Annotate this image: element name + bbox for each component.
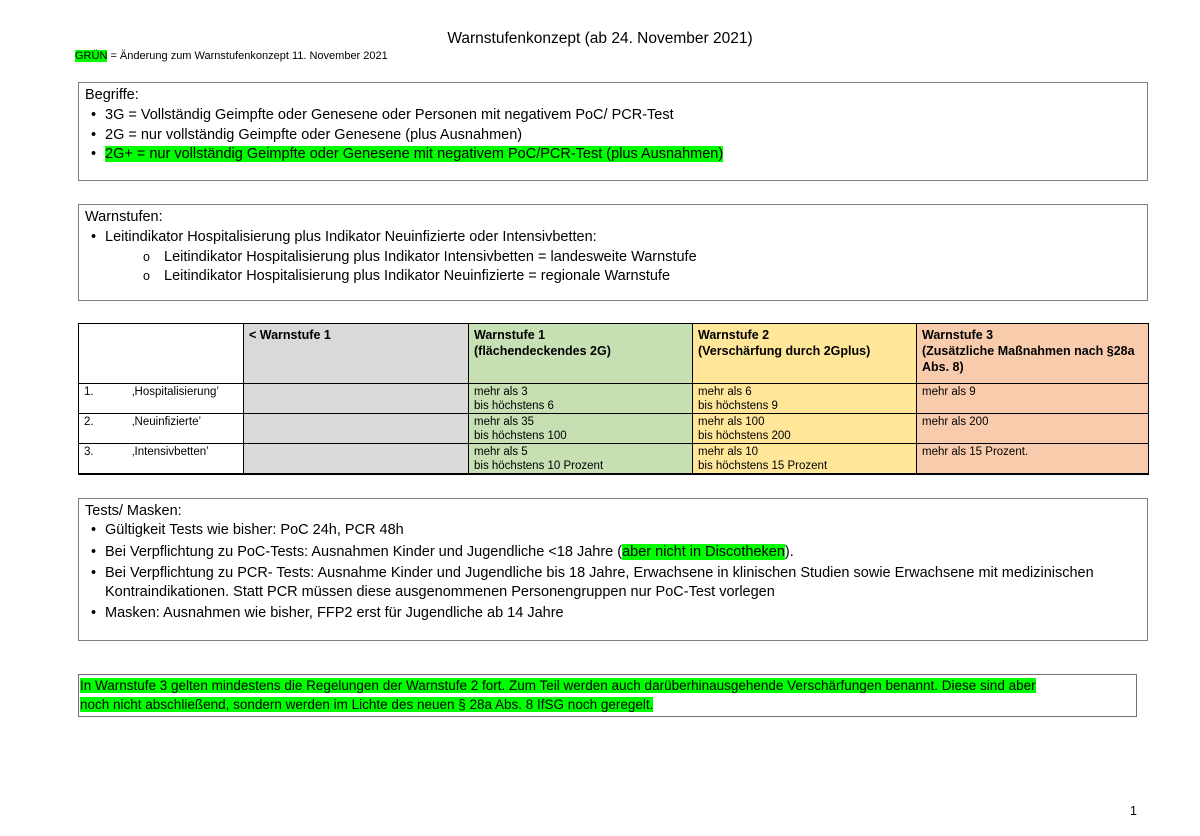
- list-item: [85, 145, 1137, 165]
- warnstufen-section: [78, 204, 1148, 301]
- list-item: [85, 564, 1137, 603]
- value-cell: mehr als 6 bis höchstens 9: [693, 384, 917, 414]
- list-item: [140, 248, 1137, 268]
- header-cell-empty: [79, 324, 244, 384]
- begriffe-item-2gplus: [105, 145, 1137, 165]
- warnstufen-sub-bullet-landesweit: Leitindikator Hospitalisierung plus Indikator Intensivbetten = landesweite Warnstufe: [164, 248, 697, 265]
- value-cell: mehr als 15 Prozent.: [917, 444, 1149, 475]
- table-row-hospitalisierung: [79, 384, 1149, 414]
- bullet-icon: •: [91, 146, 97, 163]
- value-cell: mehr als 3 bis höchstens 6: [469, 384, 693, 414]
- header-cell-below-warnstufe1: < Warnstufe 1: [244, 324, 469, 384]
- row-label-cell: 1. ‚Hospitalisierung’: [79, 384, 244, 414]
- page-title: Warnstufenkonzept (ab 24. November 2021): [447, 30, 753, 47]
- bullet-icon: •: [91, 543, 97, 560]
- list-item: [85, 521, 1137, 540]
- list-item: [85, 126, 1137, 146]
- list-item: [85, 604, 1137, 623]
- bullet-icon: •: [91, 564, 97, 581]
- legend-note: [75, 50, 388, 62]
- value-cell: mehr als 9: [917, 384, 1149, 414]
- empty-cell: [244, 414, 469, 444]
- tests-heading: Tests/ Masken:: [85, 503, 182, 519]
- header-cell-warnstufe1: Warnstufe 1 (flächendeckendes 2G): [469, 324, 693, 384]
- header-cell-warnstufe2: Warnstufe 2 (Verschärfung durch 2Gplus): [693, 324, 917, 384]
- empty-cell: [244, 444, 469, 475]
- warnstufen-table: [78, 323, 1149, 475]
- highlighted-text: 2G+ = nur vollständig Geimpfte oder Genesene mit negativem PoC/PCR-Test (plus Ausnahmen): [105, 146, 724, 163]
- warnstufen-heading: Warnstufen:: [85, 209, 163, 225]
- begriffe-section: [78, 82, 1148, 181]
- highlighted-text: In Warnstufe 3 gelten mindestens die Regelungen der Warnstufe 2 fort. Zum Teil werden auch darüberhinausgehende Verschärfungen benannt. Diese sind aber: [80, 678, 1036, 693]
- notice-line: [80, 695, 1136, 714]
- row-label-cell: 2. ‚Neuinfizierte’: [79, 414, 244, 444]
- begriffe-item-2g: 2G = nur vollständig Geimpfte oder Genesene (plus Ausnahmen): [105, 126, 523, 143]
- value-cell: mehr als 100 bis höchstens 200: [693, 414, 917, 444]
- highlighted-text: noch nicht abschließend, sondern werden im Lichte des neuen § 28a Abs. 8 IfSG noch geregelt.: [80, 697, 654, 712]
- tests-item-masken: Masken: Ausnahmen wie bisher, FFP2 erst für Jugendliche ab 14 Jahre: [105, 605, 564, 622]
- legend-highlight: GRÜN: [75, 50, 108, 62]
- circle-bullet-icon: o: [143, 249, 150, 264]
- bullet-icon: •: [91, 605, 97, 622]
- tests-item-gueltigkeit: Gültigkeit Tests wie bisher: PoC 24h, PCR 48h: [105, 522, 404, 539]
- bullet-icon: •: [91, 522, 97, 539]
- warnstufen-main-bullet: Leitindikator Hospitalisierung plus Indikator Neuinfizierte oder Intensivbetten:: [105, 228, 597, 245]
- warnstufe3-notice-box: [78, 674, 1137, 717]
- bullet-icon: •: [91, 106, 97, 123]
- row-label-cell: 3. ‚Intensivbetten’: [79, 444, 244, 475]
- table-header-row: [79, 324, 1149, 384]
- tests-item-pcr: Bei Verpflichtung zu PCR- Tests: Ausnahme Kinder und Jugendliche bis 18 Jahre, Erwachsene in klinischen Studien sowie Erwachsene mit medizinischen Kontraindikationen. Statt PCR müssen diese ausgenommenen Personengruppen nur PoC-Test vorlegen: [105, 564, 1094, 601]
- highlighted-text: aber nicht in Discotheken: [622, 543, 785, 560]
- value-cell: mehr als 200: [917, 414, 1149, 444]
- bullet-icon: •: [91, 228, 97, 245]
- value-cell: mehr als 5 bis höchstens 10 Prozent: [469, 444, 693, 475]
- tests-item-poc: Bei Verpflichtung zu PoC-Tests: Ausnahmen Kinder und Jugendliche <18 Jahre (aber nicht in Discotheken).: [105, 543, 794, 560]
- header-cell-warnstufe3: Warnstufe 3 (Zusätzliche Maßnahmen nach §28a Abs. 8): [917, 324, 1149, 384]
- value-cell: mehr als 10 bis höchstens 15 Prozent: [693, 444, 917, 475]
- tests-masken-section: [78, 498, 1148, 641]
- legend-text: = Änderung zum Warnstufenkonzept 11. November 2021: [107, 50, 388, 62]
- list-item: [85, 228, 1137, 248]
- warnstufen-sub-bullet-regional: Leitindikator Hospitalisierung plus Indikator Neuinfizierte = regionale Warnstufe: [164, 268, 671, 285]
- list-item: [140, 267, 1137, 287]
- value-cell: mehr als 35 bis höchstens 100: [469, 414, 693, 444]
- list-item: [85, 543, 1137, 562]
- empty-cell: [244, 384, 469, 414]
- table-row-neuinfizierte: [79, 414, 1149, 444]
- page-number: 1: [1130, 804, 1137, 818]
- begriffe-item-3g: 3G = Vollständig Geimpfte oder Genesene oder Personen mit negativem PoC/ PCR-Test: [105, 106, 674, 123]
- notice-line: [80, 676, 1136, 695]
- circle-bullet-icon: o: [143, 269, 150, 284]
- table-row-intensivbetten: [79, 444, 1149, 475]
- list-item: [85, 106, 1137, 126]
- begriffe-heading: Begriffe:: [85, 87, 139, 103]
- bullet-icon: •: [91, 126, 97, 143]
